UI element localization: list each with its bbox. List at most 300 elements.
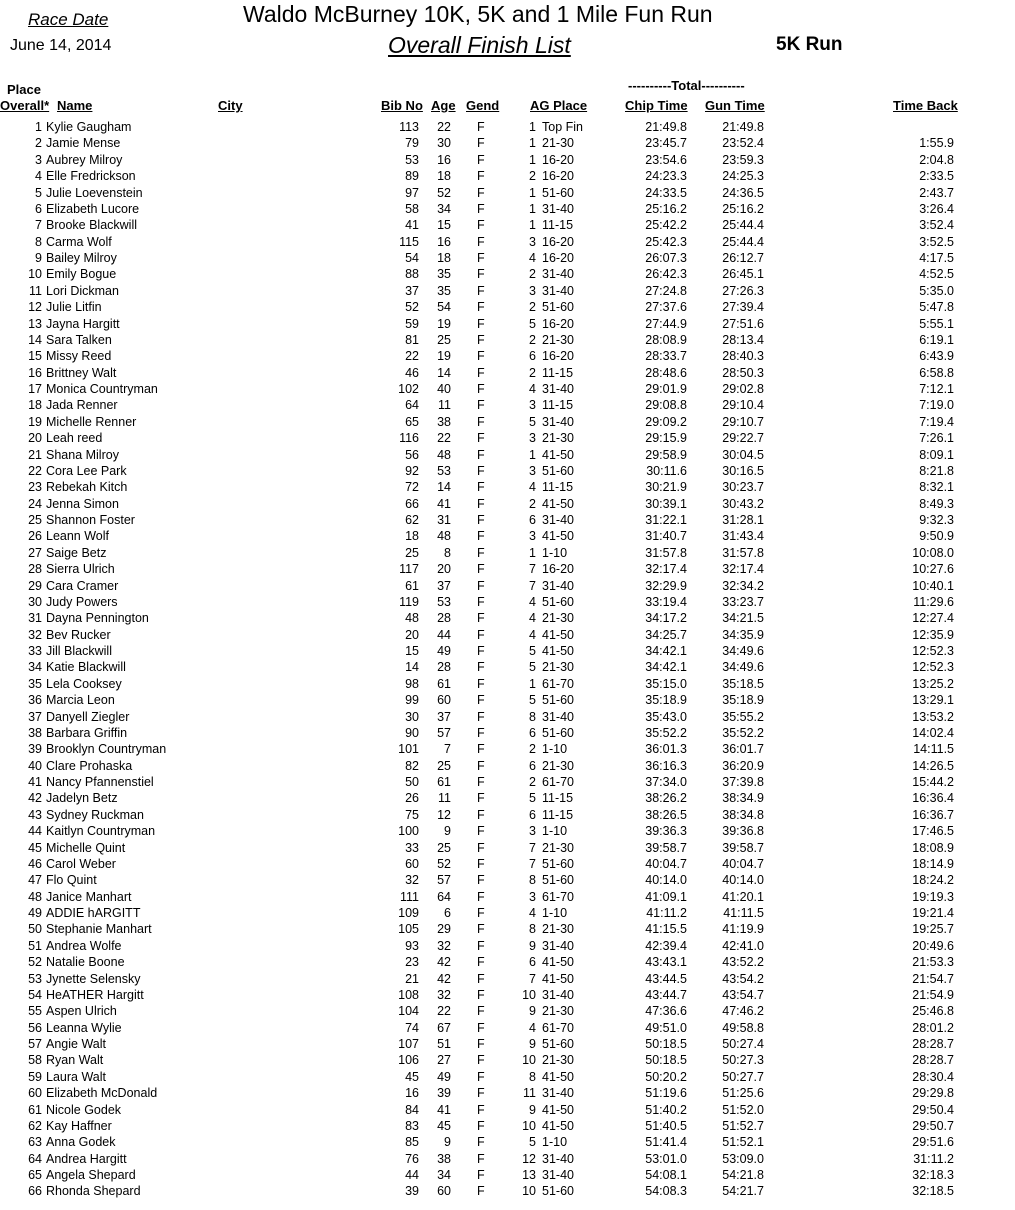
ag-rank-cell: 5 <box>529 693 536 708</box>
time-back-cell: 18:24.2 <box>912 873 954 888</box>
col-header-city: City <box>218 98 243 113</box>
gun-time-cell: 38:34.8 <box>722 807 764 822</box>
time-back-cell: 5:35.0 <box>919 283 954 298</box>
time-back-cell: 32:18.3 <box>912 1168 954 1182</box>
ag-division-cell: 21-30 <box>542 611 574 626</box>
ag-rank-cell: 1 <box>529 676 536 691</box>
chip-time-cell: 29:58.9 <box>645 447 687 462</box>
place-cell: 59 <box>28 1069 42 1084</box>
place-cell: 61 <box>28 1102 42 1117</box>
chip-time-cell: 49:51.0 <box>645 1020 687 1035</box>
time-back-cell: 25:46.8 <box>912 1004 954 1019</box>
gun-time-cell: 26:45.1 <box>722 267 764 282</box>
ag-division-cell: 31-40 <box>542 1151 574 1166</box>
time-back-cell: 2:33.5 <box>919 169 954 184</box>
time-back-cell: 11:29.6 <box>913 594 954 609</box>
bib-cell: 59 <box>405 316 419 331</box>
name-cell: Leanna Wylie <box>46 1020 122 1035</box>
bib-cell: 41 <box>405 218 419 233</box>
col-header-bib: Bib No <box>381 98 423 113</box>
place-cell: 43 <box>28 807 42 822</box>
ag-division-cell: 21-30 <box>542 332 574 347</box>
age-cell: 8 <box>444 545 451 560</box>
name-cell: Angela Shepard <box>46 1168 136 1182</box>
chip-time-cell: 50:18.5 <box>645 1053 687 1068</box>
time-back-cell: 15:44.2 <box>912 775 954 789</box>
name-cell: HeATHER Hargitt <box>46 987 144 1002</box>
gun-time-cell: 30:43.2 <box>722 496 764 511</box>
ag-rank-cell: 4 <box>529 906 536 920</box>
bib-cell: 83 <box>405 1118 419 1133</box>
name-cell: Jamie Mense <box>46 136 121 151</box>
bib-cell: 102 <box>398 382 419 396</box>
ag-rank-cell: 8 <box>529 1069 536 1084</box>
name-cell: Missy Reed <box>46 349 112 364</box>
name-cell: Angie Walt <box>46 1037 106 1051</box>
ag-division-cell: 21-30 <box>542 136 574 151</box>
place-cell: 28 <box>28 562 42 577</box>
ag-division-cell: 51-60 <box>542 463 574 478</box>
bib-cell: 64 <box>405 398 419 413</box>
table-row <box>0 201 1015 217</box>
chip-time-cell: 27:44.9 <box>645 316 687 331</box>
bib-cell: 89 <box>405 169 419 184</box>
bib-cell: 116 <box>399 431 419 446</box>
table-row <box>0 512 1015 528</box>
time-back-cell: 3:52.5 <box>919 234 954 249</box>
gun-time-cell: 27:26.3 <box>722 283 764 298</box>
place-cell: 8 <box>35 234 42 249</box>
gender-cell: F <box>477 152 485 167</box>
gender-cell: F <box>477 906 485 920</box>
gender-cell: F <box>477 414 485 429</box>
chip-time-cell: 35:15.0 <box>645 676 687 691</box>
table-row <box>0 1052 1015 1068</box>
chip-time-cell: 35:43.0 <box>645 709 687 724</box>
table-row <box>0 168 1015 184</box>
bib-cell: 76 <box>405 1151 419 1166</box>
gun-time-cell: 51:52.0 <box>722 1102 764 1117</box>
chip-time-cell: 40:04.7 <box>645 856 687 871</box>
ag-division-cell: 31-40 <box>542 938 574 953</box>
time-back-cell: 18:14.9 <box>912 856 954 871</box>
name-cell: Jill Blackwill <box>46 644 112 658</box>
place-cell: 56 <box>28 1020 42 1035</box>
name-cell: Monica Countryman <box>46 382 158 396</box>
gender-cell: F <box>477 201 485 216</box>
name-cell: Andrea Hargitt <box>46 1151 127 1166</box>
age-cell: 34 <box>437 201 451 216</box>
chip-time-cell: 30:39.1 <box>645 496 687 511</box>
results-table <box>0 119 1015 1200</box>
gender-cell: F <box>477 873 485 888</box>
table-row <box>0 1036 1015 1052</box>
ag-division-cell: 11-15 <box>542 791 574 806</box>
time-back-cell: 9:50.9 <box>919 529 954 544</box>
age-cell: 61 <box>437 676 451 691</box>
ag-division-cell: 11-15 <box>542 807 574 822</box>
table-row <box>0 1183 1015 1199</box>
gun-time-cell: 49:58.8 <box>722 1020 764 1035</box>
time-back-cell: 9:32.3 <box>919 513 954 527</box>
place-cell: 42 <box>28 791 42 806</box>
chip-time-cell: 39:36.3 <box>645 824 687 839</box>
chip-time-cell: 50:20.2 <box>645 1069 687 1084</box>
place-cell: 4 <box>35 169 42 184</box>
ag-division-cell: 31-40 <box>542 382 574 396</box>
table-row <box>0 594 1015 610</box>
bib-cell: 85 <box>405 1135 419 1150</box>
table-row <box>0 348 1015 364</box>
ag-rank-cell: 4 <box>529 594 536 609</box>
name-cell: Sara Talken <box>46 332 112 347</box>
gun-time-cell: 29:22.7 <box>722 431 764 446</box>
gender-cell: F <box>477 725 485 740</box>
bib-cell: 45 <box>405 1069 419 1084</box>
chip-time-cell: 21:49.8 <box>645 120 687 134</box>
gun-time-cell: 42:41.0 <box>722 938 764 953</box>
age-cell: 57 <box>437 725 451 740</box>
age-cell: 60 <box>437 1184 451 1199</box>
chip-time-cell: 51:19.6 <box>645 1086 687 1101</box>
time-back-cell: 8:32.1 <box>919 480 954 495</box>
age-cell: 53 <box>437 594 451 609</box>
name-cell: Michelle Quint <box>46 840 126 855</box>
age-cell: 51 <box>437 1037 451 1051</box>
chip-time-cell: 32:29.9 <box>645 578 687 593</box>
ag-division-cell: 16-20 <box>542 169 574 184</box>
race-date-label: Race Date <box>28 10 109 29</box>
gun-time-cell: 34:35.9 <box>722 627 764 642</box>
bib-cell: 97 <box>405 185 419 200</box>
chip-time-cell: 37:34.0 <box>645 775 687 789</box>
ag-rank-cell: 8 <box>529 709 536 724</box>
ag-division-cell: 21-30 <box>542 758 574 773</box>
bib-cell: 39 <box>405 1184 419 1199</box>
ag-rank-cell: 1 <box>529 136 536 151</box>
name-cell: Cara Cramer <box>46 578 119 593</box>
bib-cell: 111 <box>399 889 419 904</box>
bib-cell: 109 <box>398 906 419 920</box>
gun-time-cell: 35:55.2 <box>722 709 764 724</box>
time-back-cell: 8:21.8 <box>919 463 954 478</box>
name-cell: Aubrey Milroy <box>46 152 123 167</box>
age-cell: 12 <box>437 807 451 822</box>
name-cell: Jayna Hargitt <box>46 316 120 331</box>
age-cell: 25 <box>437 332 451 347</box>
name-cell: Flo Quint <box>46 873 97 888</box>
time-back-cell: 16:36.4 <box>912 791 954 806</box>
ag-division-cell: 16-20 <box>542 152 574 167</box>
ag-division-cell: 11-15 <box>542 398 574 413</box>
ag-division-cell: 31-40 <box>542 513 574 527</box>
ag-division-cell: 21-30 <box>542 1053 574 1068</box>
ag-rank-cell: 1 <box>529 120 536 134</box>
name-cell: Elizabeth Lucore <box>46 201 140 216</box>
bib-cell: 101 <box>398 742 419 757</box>
age-cell: 18 <box>437 169 451 184</box>
table-row <box>0 365 1015 381</box>
gun-time-cell: 50:27.7 <box>722 1069 764 1084</box>
ag-rank-cell: 4 <box>529 1020 536 1035</box>
table-row <box>0 332 1015 348</box>
ag-rank-cell: 6 <box>529 513 536 527</box>
name-cell: Katie Blackwill <box>46 660 126 675</box>
table-row <box>0 1167 1015 1183</box>
ag-rank-cell: 5 <box>529 644 536 658</box>
place-cell: 53 <box>28 971 42 986</box>
bib-cell: 72 <box>405 480 419 495</box>
chip-time-cell: 27:24.8 <box>645 283 687 298</box>
ag-rank-cell: 3 <box>529 824 536 839</box>
table-row <box>0 316 1015 332</box>
age-cell: 14 <box>437 365 451 380</box>
gender-cell: F <box>477 1135 485 1150</box>
age-cell: 41 <box>437 496 451 511</box>
name-cell: Andrea Wolfe <box>46 938 122 953</box>
table-row <box>0 1069 1015 1085</box>
gun-time-cell: 50:27.4 <box>722 1037 764 1051</box>
time-back-cell: 19:19.3 <box>912 889 954 904</box>
chip-time-cell: 29:08.8 <box>645 398 687 413</box>
ag-division-cell: 61-70 <box>542 1020 574 1035</box>
ag-division-cell: 1-10 <box>542 1135 568 1150</box>
bib-cell: 22 <box>405 349 419 364</box>
chip-time-cell: 28:33.7 <box>645 349 687 364</box>
gender-cell: F <box>477 431 485 446</box>
gun-time-cell: 28:40.3 <box>722 349 764 364</box>
bib-cell: 107 <box>398 1037 419 1051</box>
ag-rank-cell: 5 <box>529 791 536 806</box>
ag-rank-cell: 7 <box>529 840 536 855</box>
ag-rank-cell: 2 <box>529 332 536 347</box>
age-cell: 22 <box>437 1004 451 1019</box>
gun-time-cell: 54:21.7 <box>722 1184 764 1199</box>
bib-cell: 62 <box>405 513 419 527</box>
ag-division-cell: 16-20 <box>542 562 574 577</box>
col-header-age: Age <box>431 98 456 113</box>
age-cell: 28 <box>437 611 451 626</box>
time-back-cell: 4:17.5 <box>919 251 954 265</box>
gun-time-cell: 34:21.5 <box>722 611 764 626</box>
bib-cell: 82 <box>405 758 419 773</box>
place-cell: 40 <box>28 758 42 773</box>
gender-cell: F <box>477 1069 485 1084</box>
ag-division-cell: 51-60 <box>542 725 574 740</box>
ag-division-cell: 51-60 <box>542 1184 574 1199</box>
table-row <box>0 643 1015 659</box>
time-back-cell: 2:43.7 <box>919 185 954 200</box>
age-cell: 45 <box>437 1118 451 1133</box>
time-back-cell: 19:21.4 <box>912 906 954 920</box>
place-cell: 47 <box>28 873 42 888</box>
ag-division-cell: 41-50 <box>542 1118 574 1133</box>
name-cell: Jynette Selensky <box>46 971 141 986</box>
name-cell: Brooke Blackwill <box>46 218 138 233</box>
place-cell: 54 <box>28 987 42 1002</box>
ag-division-cell: 31-40 <box>542 414 574 429</box>
table-row <box>0 758 1015 774</box>
place-cell: 66 <box>28 1184 42 1199</box>
time-back-cell: 32:18.5 <box>912 1184 954 1199</box>
bib-cell: 58 <box>405 201 419 216</box>
gender-cell: F <box>477 1168 485 1182</box>
place-cell: 6 <box>35 201 42 216</box>
age-cell: 19 <box>437 316 451 331</box>
ag-rank-cell: 10 <box>522 1118 536 1133</box>
gun-time-cell: 41:20.1 <box>722 889 764 904</box>
bib-cell: 18 <box>405 529 419 544</box>
ag-division-cell: 41-50 <box>542 627 574 642</box>
time-back-cell: 28:28.7 <box>912 1037 954 1051</box>
bib-cell: 54 <box>405 251 419 265</box>
age-cell: 38 <box>437 414 451 429</box>
time-back-cell: 12:35.9 <box>912 627 954 642</box>
ag-rank-cell: 12 <box>522 1151 536 1166</box>
ag-rank-cell: 4 <box>529 611 536 626</box>
name-cell: Jenna Simon <box>46 496 119 511</box>
name-cell: ADDIE hARGITT <box>46 906 141 920</box>
bib-cell: 21 <box>405 971 419 986</box>
bib-cell: 25 <box>405 545 419 560</box>
table-row <box>0 1102 1015 1118</box>
place-label: Place <box>7 82 41 97</box>
age-cell: 15 <box>437 218 451 233</box>
age-cell: 25 <box>437 758 451 773</box>
ag-rank-cell: 1 <box>529 152 536 167</box>
place-cell: 35 <box>28 676 42 691</box>
gender-cell: F <box>477 316 485 331</box>
age-cell: 7 <box>444 742 451 757</box>
ag-division-cell: 16-20 <box>542 251 574 265</box>
age-cell: 60 <box>437 693 451 708</box>
gender-cell: F <box>477 775 485 789</box>
time-back-cell: 7:12.1 <box>919 382 954 396</box>
table-row <box>0 397 1015 413</box>
bib-cell: 75 <box>405 807 419 822</box>
bib-cell: 74 <box>405 1020 419 1035</box>
place-cell: 32 <box>28 627 42 642</box>
chip-time-cell: 50:18.5 <box>645 1037 687 1051</box>
name-cell: Sierra Ulrich <box>46 562 115 577</box>
gender-cell: F <box>477 545 485 560</box>
time-back-cell: 14:02.4 <box>912 725 954 740</box>
ag-rank-cell: 6 <box>529 725 536 740</box>
place-cell: 7 <box>35 218 42 233</box>
table-row <box>0 381 1015 397</box>
table-row <box>0 528 1015 544</box>
age-cell: 49 <box>437 1069 451 1084</box>
gun-time-cell: 50:27.3 <box>722 1053 764 1068</box>
time-back-cell: 7:26.1 <box>919 431 954 446</box>
place-cell: 19 <box>28 414 42 429</box>
place-cell: 48 <box>28 889 42 904</box>
place-cell: 20 <box>28 431 42 446</box>
ag-rank-cell: 4 <box>529 251 536 265</box>
chip-time-cell: 33:19.4 <box>645 594 687 609</box>
gun-time-cell: 21:49.8 <box>722 120 764 134</box>
table-row <box>0 627 1015 643</box>
ag-division-cell: 21-30 <box>542 431 574 446</box>
place-cell: 45 <box>28 840 42 855</box>
gender-cell: F <box>477 611 485 626</box>
name-cell: Michelle Renner <box>46 414 137 429</box>
gun-time-cell: 35:52.2 <box>722 725 764 740</box>
table-row <box>0 807 1015 823</box>
gender-cell: F <box>477 971 485 986</box>
time-back-cell: 21:54.9 <box>912 987 954 1002</box>
table-row <box>0 250 1015 266</box>
gender-cell: F <box>477 1004 485 1019</box>
ag-division-cell: 51-60 <box>542 873 574 888</box>
age-cell: 40 <box>437 382 451 396</box>
ag-division-cell: 31-40 <box>542 578 574 593</box>
ag-rank-cell: 6 <box>529 758 536 773</box>
time-back-cell: 28:28.7 <box>912 1053 954 1068</box>
table-row <box>0 1134 1015 1150</box>
ag-rank-cell: 8 <box>529 873 536 888</box>
ag-division-cell: 16-20 <box>542 349 574 364</box>
table-row <box>0 610 1015 626</box>
age-cell: 22 <box>437 120 451 134</box>
place-cell: 27 <box>28 545 42 560</box>
gun-time-cell: 37:39.8 <box>722 775 764 789</box>
age-cell: 6 <box>444 906 451 920</box>
gender-cell: F <box>477 824 485 839</box>
ag-rank-cell: 1 <box>529 201 536 216</box>
ag-division-cell: 31-40 <box>542 267 574 282</box>
name-cell: Kay Haffner <box>46 1118 112 1133</box>
gender-cell: F <box>477 1020 485 1035</box>
name-cell: Nancy Pfannenstiel <box>46 775 154 789</box>
bib-cell: 88 <box>405 267 419 282</box>
bib-cell: 48 <box>405 611 419 626</box>
time-back-cell: 13:25.2 <box>912 676 954 691</box>
table-row <box>0 709 1015 725</box>
chip-time-cell: 32:17.4 <box>645 562 687 577</box>
ag-division-cell: 31-40 <box>542 1168 574 1182</box>
age-cell: 32 <box>437 938 451 953</box>
gun-time-cell: 30:04.5 <box>722 447 764 462</box>
gun-time-cell: 33:23.7 <box>722 594 764 609</box>
table-row <box>0 954 1015 970</box>
chip-time-cell: 38:26.5 <box>645 807 687 822</box>
ag-rank-cell: 7 <box>529 562 536 577</box>
age-cell: 35 <box>437 267 451 282</box>
time-back-cell: 29:29.8 <box>912 1086 954 1101</box>
bib-cell: 60 <box>405 856 419 871</box>
chip-time-cell: 41:15.5 <box>645 922 687 937</box>
ag-rank-cell: 5 <box>529 316 536 331</box>
table-row <box>0 119 1015 135</box>
page-title: Waldo McBurney 10K, 5K and 1 Mile Fun Run <box>243 1 713 27</box>
ag-division-cell: 41-50 <box>542 955 574 970</box>
gender-cell: F <box>477 938 485 953</box>
table-row <box>0 725 1015 741</box>
place-cell: 34 <box>28 660 42 675</box>
place-cell: 23 <box>28 480 42 495</box>
ag-rank-cell: 1 <box>529 218 536 233</box>
place-cell: 10 <box>28 267 42 282</box>
ag-rank-cell: 5 <box>529 414 536 429</box>
name-cell: Kylie Gaugham <box>46 120 132 134</box>
place-cell: 22 <box>28 463 42 478</box>
time-back-cell: 17:46.5 <box>912 824 954 839</box>
ag-division-cell: 1-10 <box>542 545 568 560</box>
chip-time-cell: 28:48.6 <box>645 365 687 380</box>
ag-rank-cell: 3 <box>529 234 536 249</box>
chip-time-cell: 41:09.1 <box>645 889 687 904</box>
